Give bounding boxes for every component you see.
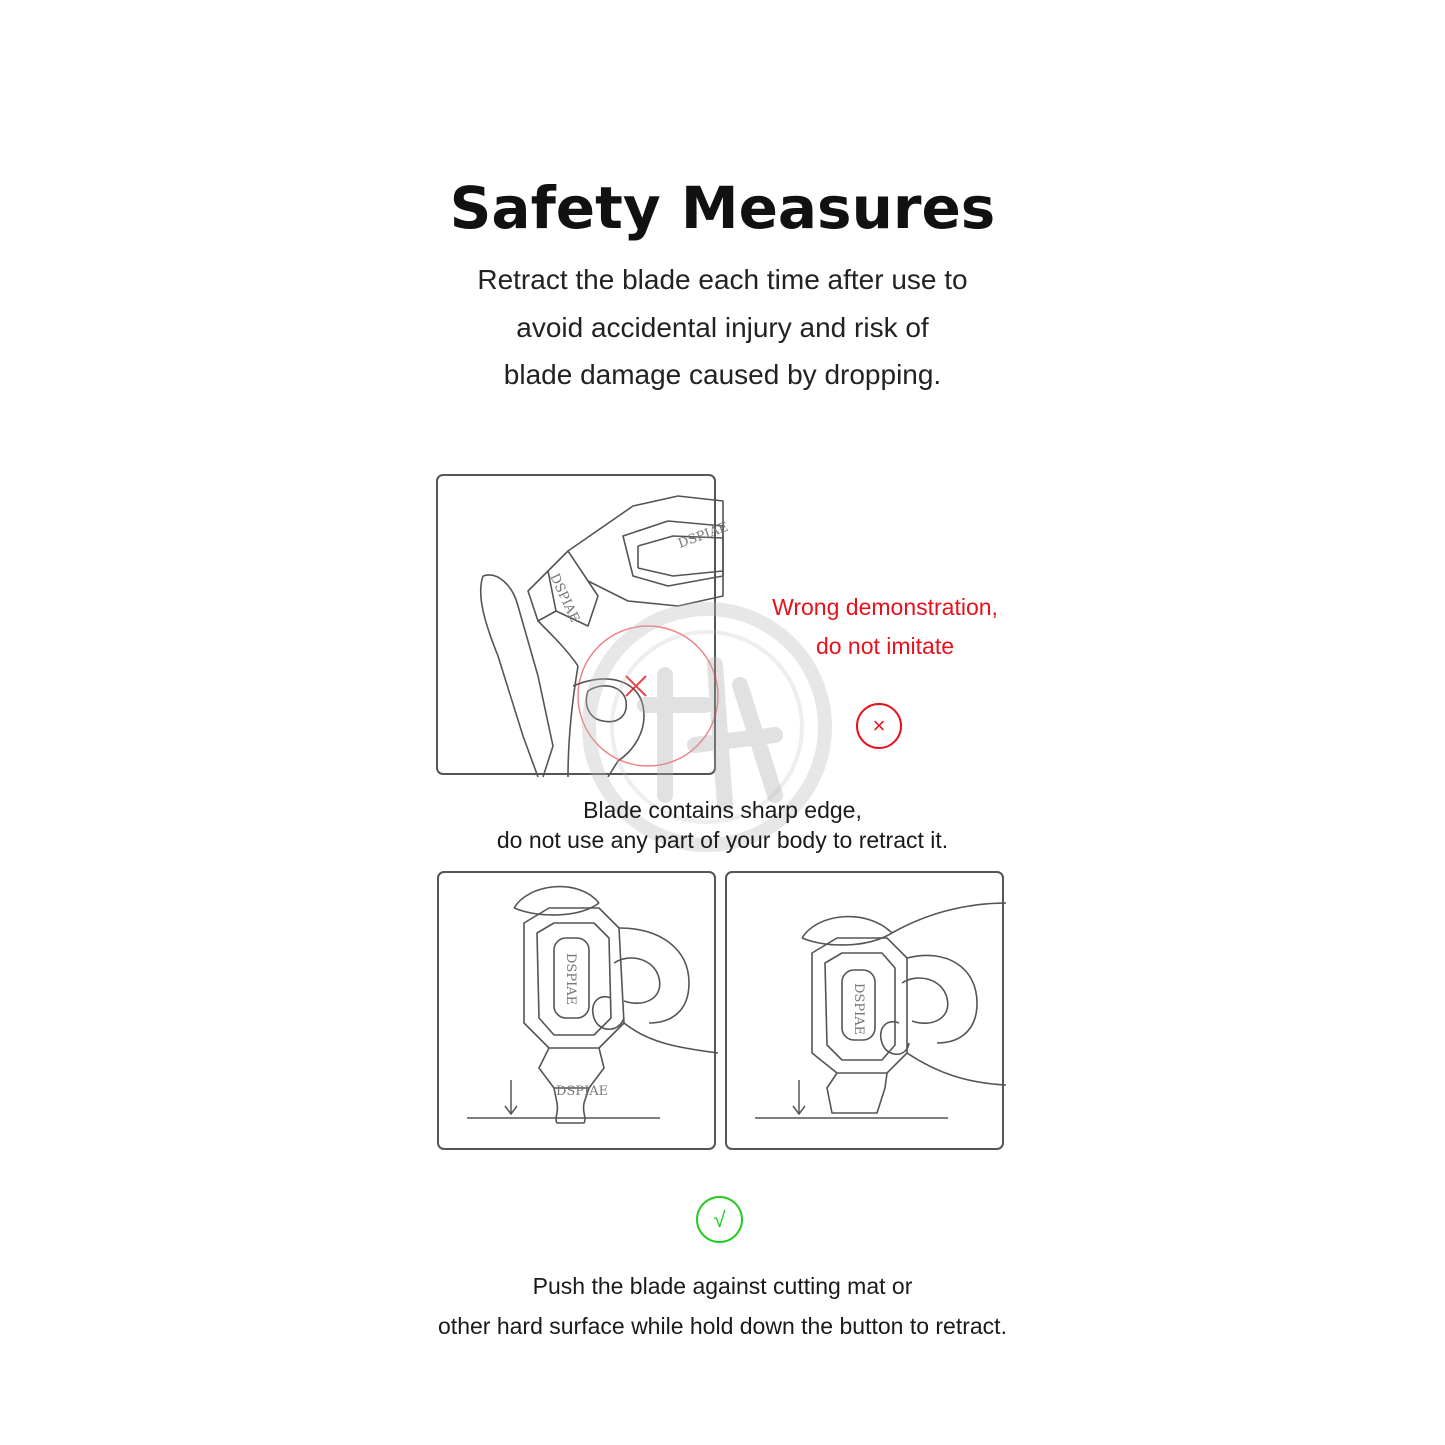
push-blade-illustration	[439, 873, 718, 1152]
intro-line: blade damage caused by dropping.	[503, 359, 942, 390]
correct-example-panel-extended	[437, 871, 716, 1150]
warning-line: do not imitate	[815, 633, 955, 659]
caution-line: Blade contains sharp edge,	[583, 797, 862, 823]
down-arrow-icon	[505, 1080, 517, 1114]
check-circle-icon: √	[696, 1196, 743, 1243]
correct-example-panel-retracted	[725, 871, 1004, 1150]
down-arrow-icon	[793, 1080, 805, 1114]
intro-text	[0, 256, 1445, 399]
brand-label-small: DSPIAE	[546, 571, 582, 625]
brand-label-small: DSPIAE	[556, 1084, 609, 1099]
page-title: Safety Measures	[449, 173, 996, 242]
intro-line: Retract the blade each time after use to	[477, 264, 968, 295]
caption-line: other hard surface while hold down the button to retract.	[438, 1313, 1007, 1339]
correct-method-caption	[0, 1266, 1445, 1346]
caption-line: Push the blade against cutting mat or	[532, 1273, 913, 1299]
brand-label: DSPIAE	[676, 519, 731, 552]
brand-label: DSPIAE	[563, 953, 578, 1006]
brand-label: DSPIAE	[851, 983, 866, 1036]
cross-circle-icon: ×	[856, 703, 902, 749]
intro-line: avoid accidental injury and risk of	[516, 311, 929, 343]
retracted-blade-illustration	[727, 873, 1006, 1152]
warning-line: Wrong demonstration,	[772, 594, 998, 620]
caution-line: do not use any part of your body to retract it.	[496, 827, 949, 853]
caution-text	[0, 795, 1445, 855]
